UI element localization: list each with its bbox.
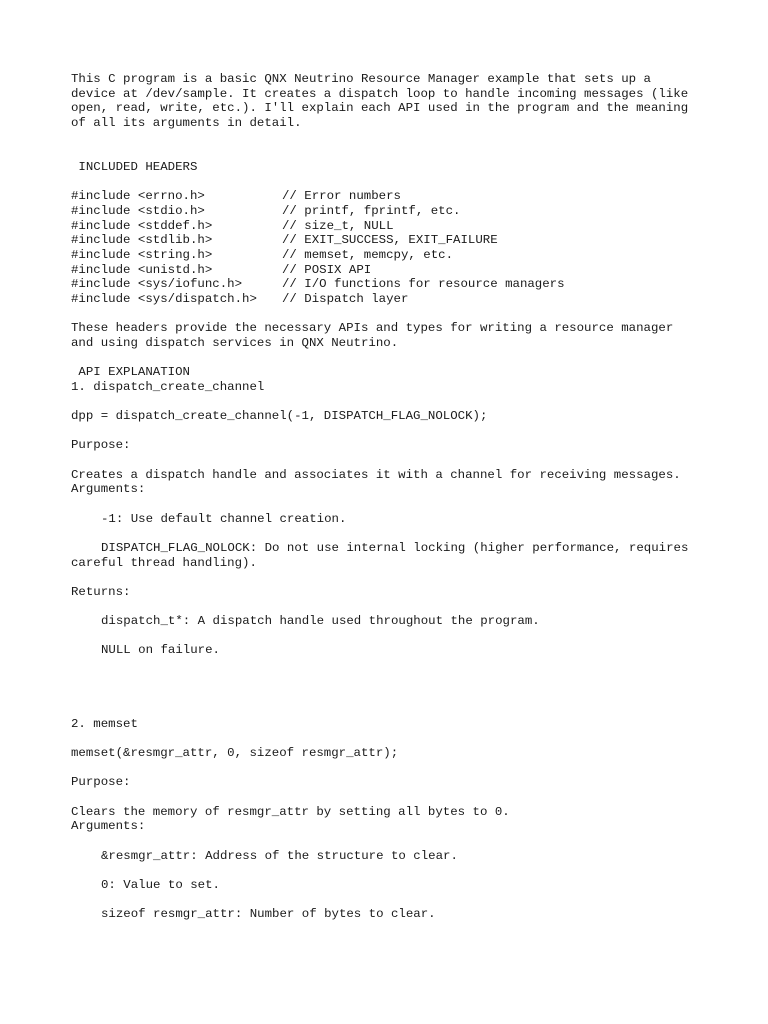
intro-line: device at /dev/sample. It creates a dispatch loop to handle incoming messages (like (71, 86, 689, 101)
section-heading-memset: 2. memset (71, 716, 138, 731)
include-comment: // Error numbers (282, 189, 401, 204)
include-directive: #include <stdlib.h> (71, 233, 213, 248)
section-heading-dispatch-create-channel: 1. dispatch_create_channel (71, 379, 265, 394)
include-row (71, 263, 711, 278)
intro-line: of all its arguments in detail. (71, 115, 302, 130)
code-line: dpp = dispatch_create_channel(-1, DISPATCH_FLAG_NOLOCK); (71, 409, 488, 424)
include-comment: // EXIT_SUCCESS, EXIT_FAILURE (282, 233, 498, 248)
intro-paragraph (71, 72, 711, 131)
include-comment: // size_t, NULL (282, 218, 394, 233)
include-row (71, 248, 711, 263)
include-directive: #include <stddef.h> (71, 218, 213, 233)
intro-line: open, read, write, etc.). I'll explain each API used in the program and the meaning (71, 101, 689, 116)
include-row (71, 189, 711, 204)
purpose-label: Purpose: (71, 438, 131, 453)
include-list (71, 189, 711, 306)
include-row (71, 219, 711, 234)
include-comment: // printf, fprintf, etc. (282, 203, 461, 218)
headers-note-line: These headers provide the necessary APIs and types for writing a resource manager (71, 321, 674, 336)
purpose-label: Purpose: (71, 775, 131, 790)
include-directive: #include <errno.h> (71, 189, 205, 204)
returns-label: Returns: (71, 584, 131, 599)
code-line: memset(&resmgr_attr, 0, sizeof resmgr_attr); (71, 745, 399, 760)
include-directive: #include <sys/iofunc.h> (71, 277, 243, 292)
include-directive: #include <stdio.h> (71, 203, 205, 218)
argument-item: 0: Value to set. (101, 877, 220, 892)
argument-item: &resmgr_attr: Address of the structure to clear. (101, 848, 458, 863)
return-item: dispatch_t*: A dispatch handle used throughout the program. (101, 614, 540, 629)
purpose-text: Creates a dispatch handle and associates it with a channel for receiving messages. (71, 467, 681, 482)
headers-note (71, 321, 711, 350)
include-directive: #include <sys/dispatch.h> (71, 291, 257, 306)
arguments-label: Arguments: (71, 482, 146, 497)
argument-item: DISPATCH_FLAG_NOLOCK: Do not use internal locking (higher performance, requires (101, 540, 689, 555)
included-headers-title: INCLUDED HEADERS (71, 159, 198, 174)
return-item: NULL on failure. (101, 643, 220, 658)
argument-item: -1: Use default channel creation. (101, 511, 347, 526)
argument-item: sizeof resmgr_attr: Number of bytes to clear. (101, 907, 436, 922)
api-explanation-title: API EXPLANATION (71, 365, 190, 380)
headers-note-line: and using dispatch services in QNX Neutrino. (71, 335, 399, 350)
include-comment: // POSIX API (282, 262, 372, 277)
document-page (71, 72, 711, 922)
include-comment: // I/O functions for resource managers (282, 277, 565, 292)
include-row (71, 292, 711, 307)
argument-item-continuation: careful thread handling). (71, 555, 257, 570)
include-row (71, 233, 711, 248)
include-comment: // memset, memcpy, etc. (282, 247, 454, 262)
include-row (71, 204, 711, 219)
include-directive: #include <unistd.h> (71, 262, 213, 277)
arguments-label: Arguments: (71, 819, 146, 834)
include-comment: // Dispatch layer (282, 291, 409, 306)
include-directive: #include <string.h> (71, 247, 213, 262)
purpose-text: Clears the memory of resmgr_attr by setting all bytes to 0. (71, 804, 510, 819)
include-row (71, 277, 711, 292)
intro-line: This C program is a basic QNX Neutrino Resource Manager example that sets up a (71, 72, 651, 86)
